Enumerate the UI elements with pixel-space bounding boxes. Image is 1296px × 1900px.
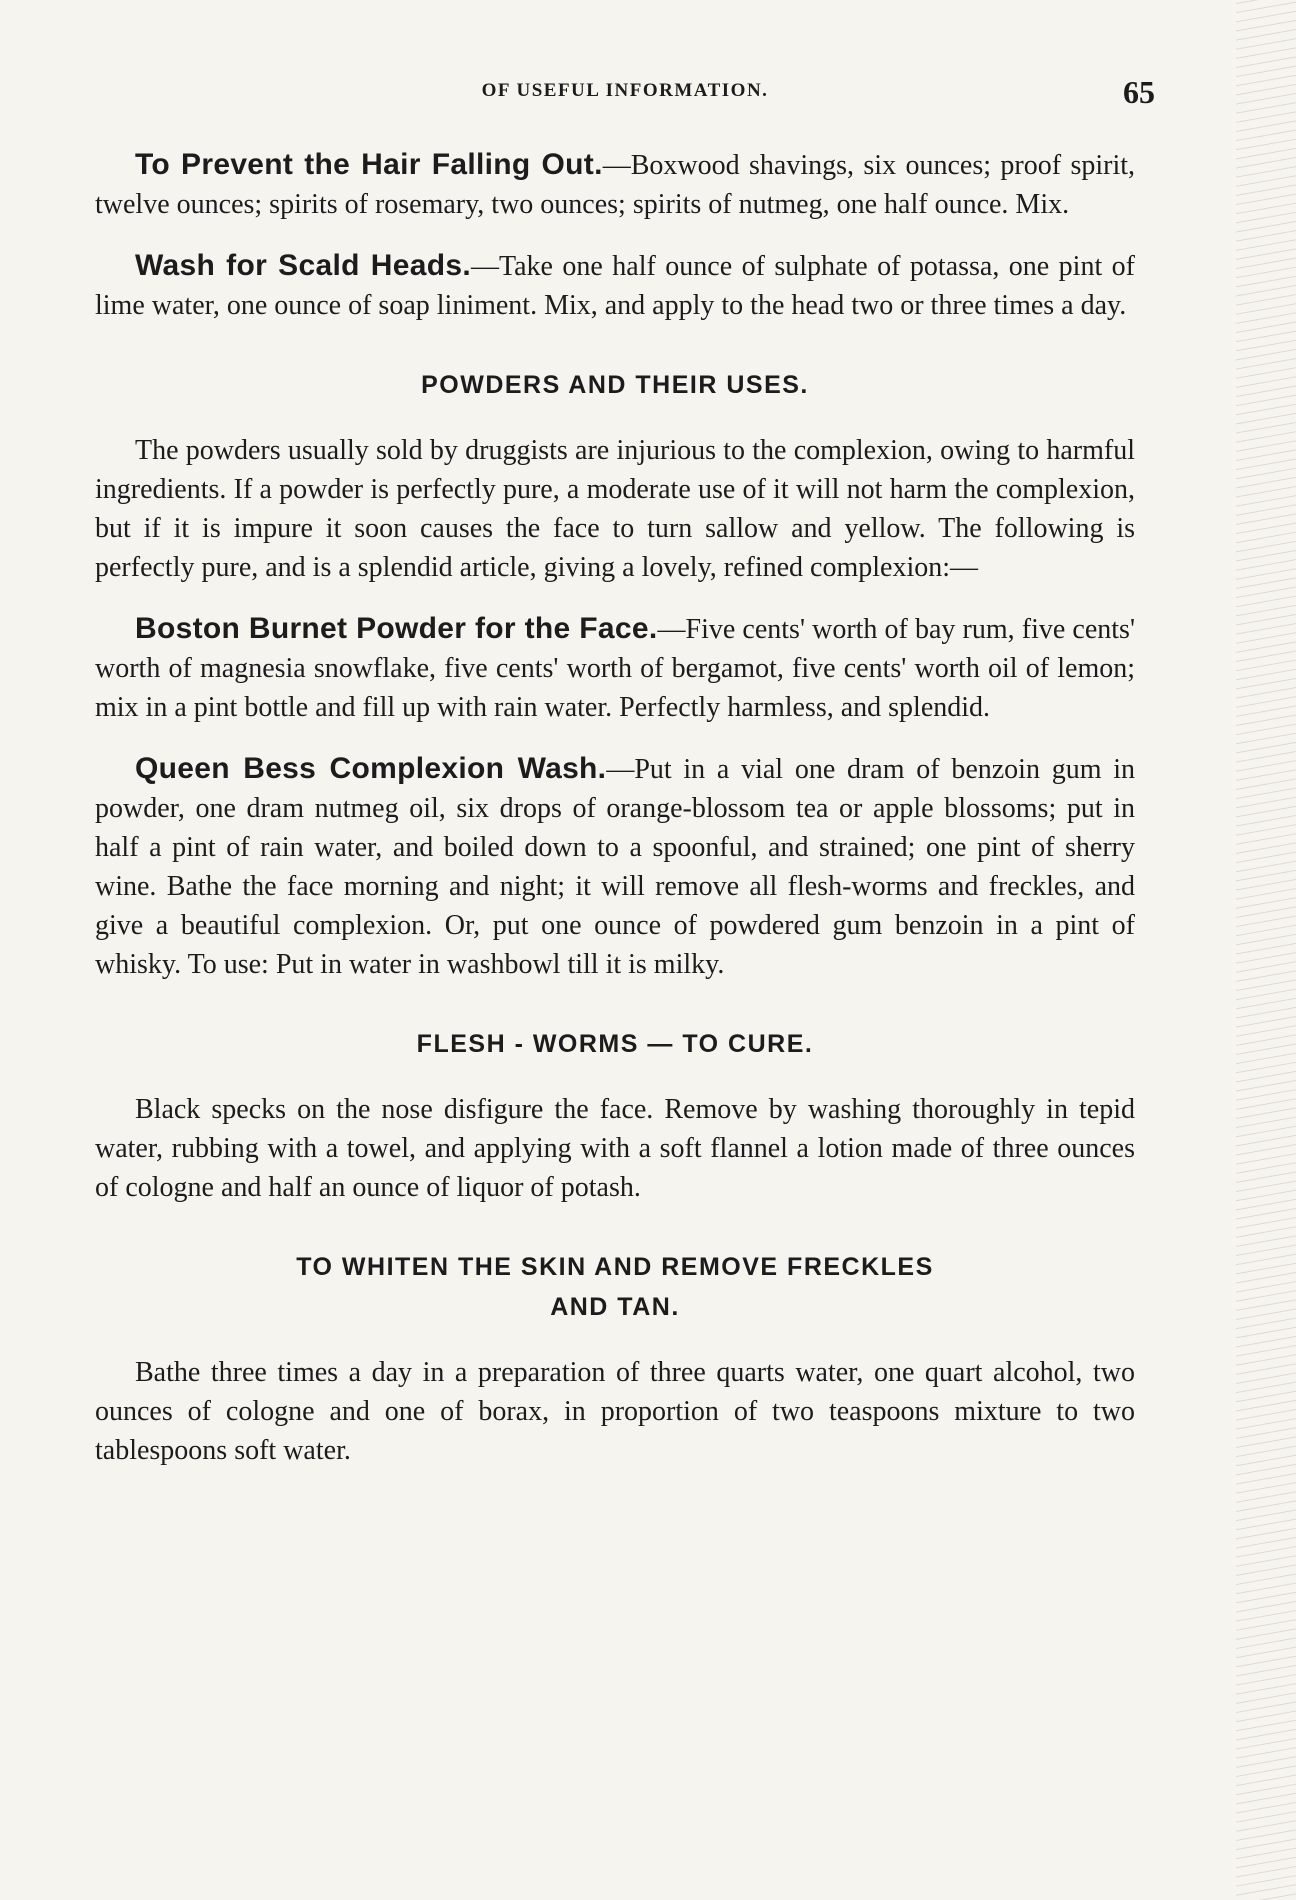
section-heading-powders: POWDERS AND THEIR USES. <box>421 371 809 399</box>
whiten-heading-line2: AND TAN. <box>550 1293 680 1321</box>
entry-text-boston-burnet: —Five cents' worth of bay rum, five cents' worth of magnesia snowflake, five cents' worth of bergamot, five cents' worth oil of lemon; mix in a pint bottle and fill up with rain water. Perfectly harmless, and splendid. <box>95 614 1135 723</box>
powders-intro: The powders usually sold by druggists are injurious to the complexion, owing to harmful ingredients. If a powder is perfectly pure, a moderate use of it will not harm the complexion, but if it is impure it soon causes the face to turn sallow and yellow. The following is perfectly pure, and is a splendid article, giving a lovely, refined complexion:— <box>95 435 1135 583</box>
entry-title-scald-heads: Wash for Scald Heads. <box>135 249 471 282</box>
entry-text-hair: —Boxwood shavings, six ounces; proof spirit, twelve ounces; spirits of rosemary, two ounces; spirits of nutmeg, one half ounce. Mix. <box>95 150 1136 220</box>
page-body <box>95 145 1135 1492</box>
entry-queen-bess <box>95 749 1135 984</box>
section-heading-whiten <box>95 1247 1135 1327</box>
entry-title-boston-burnet: Boston Burnet Powder for the Face. <box>135 612 658 645</box>
entry-boston-burnet <box>95 609 1135 727</box>
whiten-text: Bathe three times a day in a preparation of three quarts water, one quart alcohol, two ounces of cologne and one of borax, in proportion of two teaspoons mixture to two tablespoons soft water. <box>95 1357 1135 1466</box>
flesh-worms-text: Black specks on the nose disfigure the face. Remove by washing thoroughly in tepid water, rubbing with a towel, and applying with a soft flannel a lotion made of three ounces of cologne and half an ounce of liquor of potash. <box>95 1094 1135 1203</box>
entry-text-scald-heads: —Take one half ounce of sulphate of potassa, one pint of lime water, one ounce of soap liniment. Mix, and apply to the head two or three times a day. <box>95 251 1136 321</box>
whiten-heading-line1: TO WHITEN THE SKIN AND REMOVE FRECKLES <box>296 1253 934 1281</box>
entry-title-queen-bess: Queen Bess Complexion Wash. <box>135 752 607 785</box>
entry-hair <box>95 145 1135 224</box>
entry-scald-heads <box>95 246 1135 325</box>
running-title: OF USEFUL INFORMATION. <box>481 80 769 101</box>
running-head <box>95 74 1155 110</box>
entry-text-queen-bess: —Put in a vial one dram of benzoin gum in powder, one dram nutmeg oil, six drops of orange-blossom tea or apple blossoms; put in half a pint of rain water, and boiled down to a spoonful, and strained; one pint of sherry wine. Bathe the face morning and night; it will remove all flesh-worms and freckles, and give a beautiful complexion. Or, put one ounce of powdered gum benzoin in a pint of whisky. To use: Put in water in washbowl till it is milky. <box>95 754 1135 980</box>
entry-title-hair: To Prevent the Hair Falling Out. <box>135 148 603 181</box>
section-heading-flesh-worms: FLESH - WORMS — TO CURE. <box>416 1030 814 1058</box>
page-edge-shadow <box>1236 0 1296 1900</box>
page-number: 65 <box>1123 74 1155 110</box>
